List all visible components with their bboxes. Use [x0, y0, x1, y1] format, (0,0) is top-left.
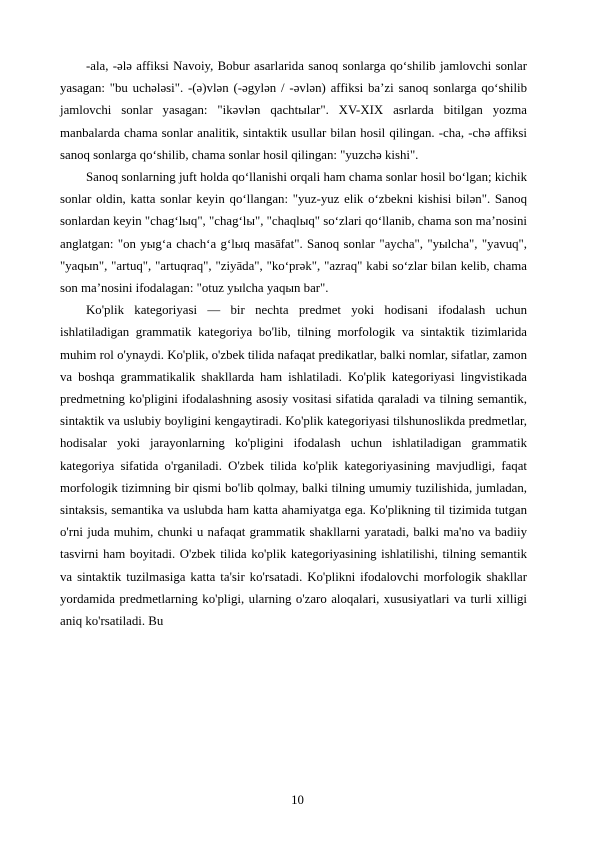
paragraph-1: -ala, -ələ affiksi Navoiy, Bobur asarlarida sanoq sonlarga qo‘shilib jamlovchi sonlar yasagan: "bu uchələsi". -(ə)vlən (-əgylən / -əvlən) affiksi ba’zi sanoq sonlarga qo‘shilib jamlovchi sonlar yasagan: "ikəvlən qachtыlar". XV-XIX asrlarda bitilgan yozma manbalarda chama sonlar analitik, sintaktik usullar bilan hosil qilingan. -cha, -chə affiksi sanoq sonlarga qo‘shilib, chama sonlar hosil qilingan: "yuzchə kishi".: [60, 59, 527, 162]
page-number: 10: [291, 793, 304, 807]
document-body: [60, 55, 527, 632]
paragraph-3: Ko'plik kategoriyasi — bir nechta predmet yoki hodisani ifodalash uchun ishlatiladigan grammatik kategoriya bo'lib, tilning morfologik va sintaktik tizimlarida muhim rol o'ynaydi. Ko'plik, o'zbek tilida nafaqat predikatlar, balki nomlar, sifatlar, zamon va boshqa grammatikalik shakllarda ham ishlatiladi. Ko'plik kategoriyasi lingvistikada predmetning ko'pligini ifodalashning asosiy vositasi sifatida qaraladi va tilning semantik, sintaktik va uslubiy boyligini kengaytiradi. Ko'plik kategoriyasi tilshunoslikda predmetlar, hodisalar yoki jarayonlarning ko'pligini ifodalash uchun ishlatiladigan grammatik kategoriya sifatida o'rganiladi. O'zbek tilida ko'plik kategoriyasining mavjudligi, faqat morfologik tizimning bir qismi bo'lib qolmay, balki tilning umumiy tuzilishida, jumladan, sintaksis, semantika va uslubda ham katta ahamiyatga ega. Ko'plikning til tizimida tutgan o'rni juda muhim, chunki u nafaqat grammatik shakllarni yaratadi, balki ma'no va badiiy tasvirni ham boyitadi. O'zbek tilida ko'plik kategoriyasining ishlatilishi, tilning semantik va sintaktik tuzilmasiga katta ta'sir ko'rsatadi. Ko'plikni ifodalovchi morfologik shakllar yordamida predmetlarning ko'pligi, ularning o'zaro aloqalari, xususiyatlari va turli xilligi aniq ko'rsatiladi. Bu: [60, 303, 527, 629]
paragraph-2: Sanoq sonlarning juft holda qo‘llanishi orqali ham chama sonlar hosil bo‘lgan; kichik sonlar oldin, katta sonlar keyin qo‘llangan: "yuz-yuz elik o‘zbekni kishisi bilən". Sanoq sonlardan keyin "chag‘lыq", "chag‘lы", "chaqlыq" so‘zlari qo‘llanib, chama son ma’nosini anglatgan: "on yыg‘a chach‘a g‘lыq masāfat". Sanoq sonlar "aycha", "yыlcha", "yavuq", "yaqыn", "artuq", "artuqraq", "ziyāda", "ko‘prək", "azraq" kabi so‘zlar bilan kelib, chama son ma’nosini ifodalagan: "otuz yыlcha yaqыn bar".: [60, 170, 527, 296]
